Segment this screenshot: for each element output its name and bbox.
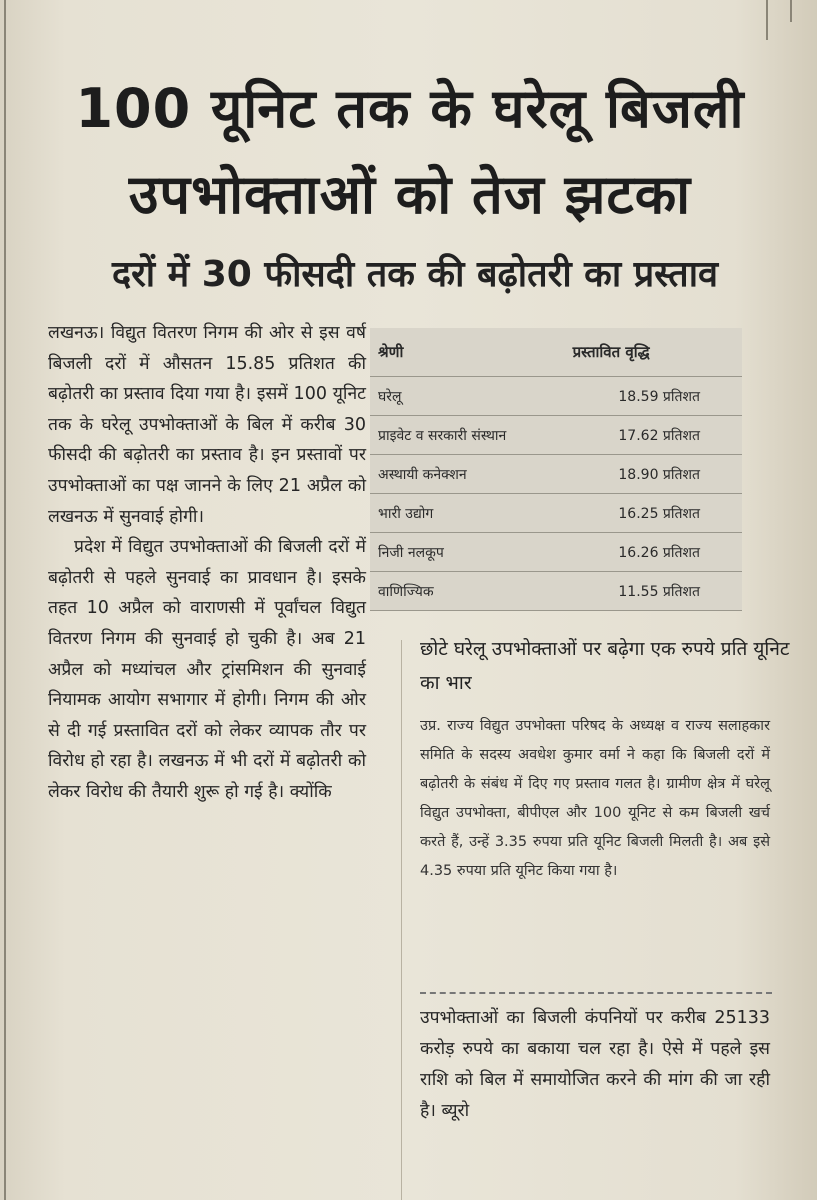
subheadline: दरों में 30 फीसदी तक की बढ़ोतरी का प्रस्ताव (111, 254, 719, 295)
table-cell-category: अस्थायी कनेक्शन (370, 455, 565, 494)
table-row (370, 533, 742, 572)
table-cell-increase: 17.62 प्रतिशत (565, 416, 742, 455)
headline-line-2: उपभोक्ताओं को तेज झटका (128, 163, 692, 226)
table-cell-category: वाणिज्यिक (370, 572, 565, 611)
table-cell-increase: 16.26 प्रतिशत (565, 533, 742, 572)
article-paragraph: लखनऊ। विद्युत वितरण निगम की ओर से इस वर्ष बिजली दरों में औसतन 15.85 प्रतिशत की बढ़ोतरी का प्रस्ताव दिया गया है। इसमें 100 यूनिट तक के घरेलू उपभोक्ताओं के बिल में करीब 30 फीसदी की बढ़ोतरी का प्रस्ताव है। इन प्रस्तावों पर उपभोक्ताओं का पक्ष जानने के लिए 21 अप्रैल को लखनऊ में सुनवाई होगी। (48, 323, 366, 527)
dashed-divider (420, 992, 772, 994)
main-article-column (48, 318, 366, 808)
column-rule (4, 0, 6, 1200)
table-header-increase: प्रस्तावित वृद्धि (565, 328, 742, 377)
column-divider (401, 640, 402, 1200)
side-story-heading: छोटे घरेलू उपभोक्ताओं पर बढ़ेगा एक रुपये प्रति यूनिट का भार (420, 638, 790, 694)
tariff-increase-table (370, 328, 742, 611)
column-rule (766, 0, 768, 40)
table-cell-increase: 18.59 प्रतिशत (565, 377, 742, 416)
table-cell-category: घरेलू (370, 377, 565, 416)
table-cell-increase: 11.55 प्रतिशत (565, 572, 742, 611)
table-row (370, 416, 742, 455)
article-paragraph: प्रदेश में विद्युत उपभोक्ताओं की बिजली दरों में बढ़ोतरी से पहले सुनवाई का प्रावधान है। इसके तहत 10 अप्रैल को वाराणसी में पूर्वांचल विद्युत वितरण निगम की सुनवाई हो चुकी है। अब 21 अप्रैल को मध्यांचल और ट्रांसमिशन की सुनवाई नियामक आयोग सभागार में होगी। निगम की ओर से दी गई प्रस्तावित दरों को लेकर व्यापक तौर पर विरोध हो रहा है। लखनऊ में भी दरों में बढ़ोतरी को लेकर विरोध की तैयारी शुरू हो गई है। क्योंकि (48, 537, 366, 802)
headline-line-1: 100 यूनिट तक के घरेलू बिजली (75, 77, 745, 140)
table-cell-category: भारी उद्योग (370, 494, 565, 533)
table-row (370, 572, 742, 611)
table-cell-increase: 16.25 प्रतिशत (565, 494, 742, 533)
table-header-category: श्रेणी (370, 328, 565, 377)
table-cell-increase: 18.90 प्रतिशत (565, 455, 742, 494)
side-story-tail: उपभोक्ताओं का बिजली कंपनियों पर करीब 25133 करोड़ रुपये का बकाया चल रहा है। ऐसे में पहले इस राशि को बिल में समायोजित करने की मांग की जा रही है। ब्यूरो (420, 1008, 770, 1121)
table-cell-category: प्राइवेट व सरकारी संस्थान (370, 416, 565, 455)
column-rule (790, 0, 792, 22)
table-row (370, 494, 742, 533)
table-row (370, 455, 742, 494)
table-row (370, 377, 742, 416)
side-story-body: उप्र. राज्य विद्युत उपभोक्ता परिषद के अध्यक्ष व राज्य सलाहकार समिति के सदस्य अवधेश कुमार वर्मा ने कहा कि बिजली दरों में बढ़ोतरी के संबंध में दिए गए प्रस्ताव गलत है। ग्रामीण क्षेत्र में घरेलू विद्युत उपभोक्ता, बीपीएल और 100 यूनिट से कम बिजली खर्च करते हैं, उन्हें 3.35 रुपया प्रति यूनिट बिजली मिलती है। अब इसे 4.35 रुपया प्रति यूनिट किया गया है। (420, 718, 770, 879)
table-header-row (370, 328, 742, 377)
table-cell-category: निजी नलकूप (370, 533, 565, 572)
